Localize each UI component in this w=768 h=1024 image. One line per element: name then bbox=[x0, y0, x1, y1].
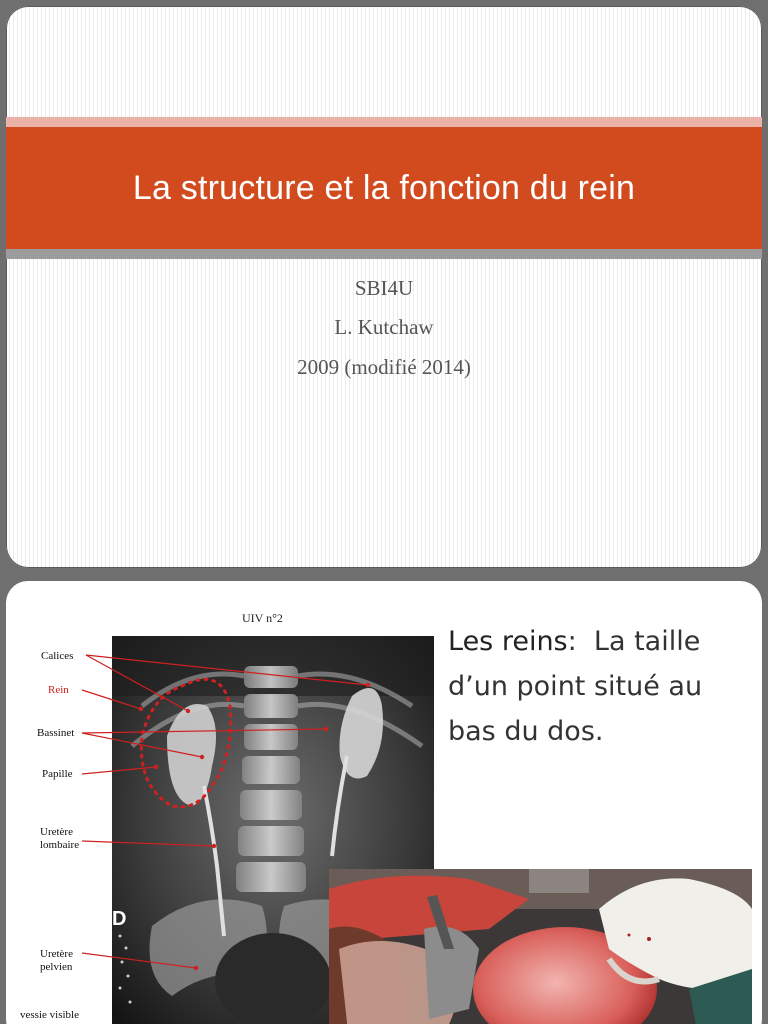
side-marker: D bbox=[112, 908, 127, 930]
kidney-description bbox=[448, 619, 748, 754]
label-vessie: vessie visible bbox=[20, 1009, 79, 1021]
course-code: SBI4U bbox=[354, 276, 414, 300]
title-slide bbox=[6, 6, 762, 568]
label-papille: Papille bbox=[42, 768, 73, 780]
accent-stripe bbox=[6, 117, 762, 127]
slide-title: La structure et la fonction du rein bbox=[132, 168, 636, 207]
label-uretere-pelvien bbox=[40, 948, 73, 974]
label-bassinet: Bassinet bbox=[37, 727, 75, 739]
label-uretere-pelvien-line2: pelvien bbox=[40, 961, 73, 973]
label-uretere-lombaire-line2: lombaire bbox=[40, 839, 80, 851]
term-colon: : bbox=[567, 626, 577, 657]
label-uretere-lombaire-line1: Uretère bbox=[40, 826, 73, 838]
label-rein: Rein bbox=[48, 684, 69, 696]
surgery-photo bbox=[329, 869, 752, 1024]
label-uretere-lombaire bbox=[40, 826, 79, 852]
divider-stripe bbox=[6, 249, 762, 259]
slide-date: 2009 (modifié 2014) bbox=[297, 355, 471, 379]
label-uretere-pelvien-line1: Uretère bbox=[40, 948, 73, 960]
term-definition: La taille d’un point situé au bas du dos. bbox=[448, 626, 703, 747]
term-les-reins: Les reins bbox=[448, 626, 568, 657]
kidney-slide bbox=[6, 581, 762, 1024]
title-band bbox=[6, 127, 762, 249]
label-calices: Calices bbox=[41, 650, 74, 662]
author-name: L. Kutchaw bbox=[334, 315, 434, 339]
image-caption: UIV n°2 bbox=[242, 611, 283, 625]
